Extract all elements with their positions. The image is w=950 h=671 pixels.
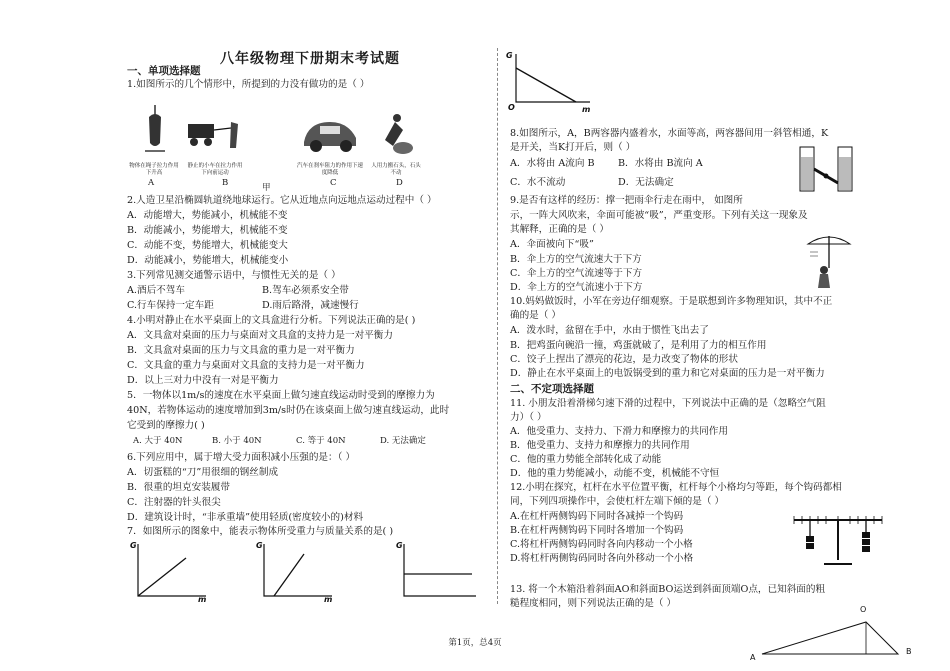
question-8-option-a: A．水将由 A流向 B xyxy=(510,158,595,169)
question-10-line-1: 10.妈妈做饭时，小军在旁边仔细观察。于是联想到许多物理知识，其中不正 xyxy=(510,296,833,307)
question-7-stem: 7．如图所示的图象中，能表示物体所受重力与质量关系的是( ) xyxy=(127,526,394,537)
question-11-option-a: A．他受重力、支持力、下滑力和摩擦力的共同作用 xyxy=(510,426,728,437)
q9-umbrella-figure xyxy=(806,228,852,292)
q7-graph-1-m-label: m xyxy=(198,595,207,604)
question-2-option-c: C．动能不变，势能增大，机械能变大 xyxy=(127,240,288,251)
question-13-line-1: 13. 将一个木箱沿着斜面AO和斜面BO运送到斜面顶端O点，已知斜面的粗 xyxy=(510,584,826,595)
q1-caption-d: 人用力搬石头，石头不动 xyxy=(371,163,421,176)
question-4-option-b: B．文具盒对桌面的压力与文具盒的重力是一对平衡力 xyxy=(127,345,355,356)
question-12-option-a: A.在杠杆两侧钩码下同时各减掉一个钩码 xyxy=(510,511,684,522)
question-10-option-b: B．把鸡蛋向碗沿一撞，鸡蛋就破了，是利用了力的相互作用 xyxy=(510,340,767,351)
question-9-option-d: D．伞上方的空气流速小于下方 xyxy=(510,282,643,293)
question-10-option-d: D．静止在水平桌面上的电饭锅受到的重力和它对桌面的压力是一对平衡力 xyxy=(510,368,825,379)
question-11-line-2: 力）（ ） xyxy=(510,412,547,423)
page-title: 八年级物理下册期末考试题 xyxy=(220,51,400,67)
q13-label-o: O xyxy=(860,605,867,614)
q8-containers-figure xyxy=(798,143,854,193)
question-5-option-b: B. 小于 40N xyxy=(212,436,262,446)
question-3-option-b: B.驾车必须系安全带 xyxy=(262,285,349,296)
q1-letter-d: D xyxy=(396,178,403,188)
q1-caption-a: 物体在绳子拉力作用下升高 xyxy=(129,163,179,176)
question-2-option-b: B．动能减小，势能增大，机械能不变 xyxy=(127,225,288,236)
question-2-stem: 2.人造卫星沿椭圆轨道绕地球运行。它从近地点向远地点运动过程中（ ） xyxy=(127,195,437,206)
question-13-line-2: 糙程度相同，则下列说法正确的是（ ） xyxy=(510,598,677,609)
q1-caption-b: 静止的小车在拉力作用下向前运动 xyxy=(187,163,243,176)
question-5-line-2: 40N，若物体运动的速度增加到3m/s时仍在该桌面上做匀速直线运动，此时 xyxy=(127,405,450,416)
question-10-option-a: A．泼水时，盆留在手中，水由于惯性飞出去了 xyxy=(510,325,709,336)
section-multi-choice: 二、不定项选择题 xyxy=(510,383,594,395)
q7-graph-3-g-label: G xyxy=(396,541,403,550)
question-9-option-c: C．伞上方的空气流速等于下方 xyxy=(510,268,643,279)
q12-lever-figure xyxy=(790,506,886,570)
question-6-option-d: D．建筑设计时，“非承重墙”使用轻质(密度较小的)材料 xyxy=(127,512,364,523)
question-5-option-d: D. 无法确定 xyxy=(380,436,426,446)
q1-letter-a: A xyxy=(148,178,155,188)
question-9-line-1: 9.是否有这样的经历：撑一把雨伞行走在雨中， 如图所 xyxy=(510,195,743,206)
question-12-line-1: 12.小明在探究，杠杆在水平位置平衡，杠杆每个小格均匀等距，每个钩码都相 xyxy=(510,482,842,493)
question-6-stem: 6.下列应用中，属于增大受力面积减小压强的是：（ ） xyxy=(127,452,356,463)
q1-caption-c: 汽车在刹车阻力的作用下速度降低 xyxy=(296,163,363,176)
question-9-option-b: B．伞上方的空气流速大于下方 xyxy=(510,254,642,265)
question-3-stem: 3.下列常见测交通警示语中，与惯性无关的是（ ） xyxy=(127,270,341,281)
question-6-option-c: C．注射器的针头很尖 xyxy=(127,497,221,508)
question-1: 1.如图所示的几个情形中，所提到的力没有做功的是（ ） xyxy=(127,79,370,90)
q7-graph-4 xyxy=(506,48,592,112)
question-3-option-c: C.行车保持一定车距 xyxy=(127,300,214,311)
top-graph-g-label: G xyxy=(506,51,513,60)
q13-label-a: A xyxy=(750,653,756,662)
q7-graph-2 xyxy=(256,538,336,602)
question-10-line-2: 确的是（ ） xyxy=(510,310,562,321)
q1-letter-c: C xyxy=(330,178,337,188)
question-8-option-b: B．水将由 B流向 A xyxy=(618,158,703,169)
question-3-option-a: A.酒后不驾车 xyxy=(127,285,185,296)
question-12-option-b: B.在杠杆两侧钩码下同时各增加一个钩码 xyxy=(510,525,684,536)
question-5-option-a: A. 大于 40N xyxy=(133,436,183,446)
question-9-line-3: 其解释，正确的是（ ） xyxy=(510,224,609,235)
question-12-line-2: 同，下列四项操作中，会使杠杆左端下倾的是（ ） xyxy=(510,496,725,507)
q1-figure-d xyxy=(373,112,417,156)
question-11-option-c: C．他的重力势能全部转化成了动能 xyxy=(510,454,662,465)
question-6-option-b: B．很重的坦克安装履带 xyxy=(127,482,230,493)
question-11-option-d: D．他的重力势能减小，动能不变，机械能不守恒 xyxy=(510,468,720,479)
section-single-choice: 一、单项选择题 xyxy=(127,65,201,77)
question-8-option-c: C．水不流动 xyxy=(510,177,566,188)
question-11-option-b: B．他受重力、支持力和摩擦力的共同作用 xyxy=(510,440,690,451)
q1-figure-c xyxy=(300,114,362,156)
q7-graph-2-m-label: m xyxy=(324,595,333,604)
question-5-line-3: 它受到的摩擦力( ) xyxy=(127,420,205,431)
question-10-option-c: C．饺子上捏出了漂亮的花边，是力改变了物体的形状 xyxy=(510,354,738,365)
q1-figure-b xyxy=(186,118,246,154)
question-2-option-a: A．动能增大，势能减小，机械能不变 xyxy=(127,210,288,221)
question-2-option-d: D．动能减小，势能增大，机械能变小 xyxy=(127,255,289,266)
q1-figure-a xyxy=(135,103,175,155)
page-footer: 第1页，总4页 xyxy=(448,638,502,648)
question-12-option-d: D.将杠杆两侧钩码同时各向外移动一个小格 xyxy=(510,553,694,564)
question-8-line-2: 是开关，当K打开后，则（ ） xyxy=(510,142,636,153)
q13-label-b: B xyxy=(906,647,912,656)
q1-letter-b: B xyxy=(222,178,229,188)
top-graph-o-label: O xyxy=(508,103,515,112)
question-5-option-c: C. 等于 40N xyxy=(296,436,346,446)
question-3-option-d: D.雨后路滑，减速慢行 xyxy=(262,300,359,311)
column-divider xyxy=(497,48,498,604)
top-graph-m-label: m xyxy=(582,105,591,114)
q7-graph-2-g-label: G xyxy=(256,541,263,550)
question-5-line-1: 5．一物体以1m/s的速度在水平桌面上做匀速直线运动时受到的摩擦力为 xyxy=(127,390,435,401)
q13-incline-figure xyxy=(748,602,918,662)
q7-graph-1 xyxy=(130,538,210,602)
question-4-option-a: A．文具盒对桌面的压力与桌面对文具盒的支持力是一对平衡力 xyxy=(127,330,393,341)
question-8-option-d: D．无法确定 xyxy=(618,177,674,188)
question-12-option-c: C.将杠杆两侧钩码同时各向内移动一个小格 xyxy=(510,539,693,550)
question-6-option-a: A．切蛋糕的“刀”用很细的钢丝制成 xyxy=(127,467,279,478)
question-8-line-1: 8.如图所示，A，B两容器内盛着水，水面等高，两容器间用一斜管相通，K xyxy=(510,128,829,139)
question-11-line-1: 11. 小朋友沿着滑梯匀速下滑的过程中，下列说法中正确的是（忽略空气阻 xyxy=(510,398,826,409)
q7-graph-1-g-label: G xyxy=(130,541,137,550)
question-4-option-c: C．文具盒的重力与桌面对文具盒的支持力是一对平衡力 xyxy=(127,360,365,371)
question-9-line-2: 示，一阵大风吹来，伞面可能被“吸”，严重变形。下列有关这一现象及 xyxy=(510,210,808,221)
q7-graph-3 xyxy=(396,538,480,602)
question-9-option-a: A．伞面被向下“吸” xyxy=(510,239,594,250)
q1-extra-label: 甲 xyxy=(262,183,271,193)
question-4-stem: 4.小明对静止在水平桌面上的文具盒进行分析。下列说法正确的是( ) xyxy=(127,315,416,326)
question-4-option-d: D．以上三对力中没有一对是平衡力 xyxy=(127,375,279,386)
